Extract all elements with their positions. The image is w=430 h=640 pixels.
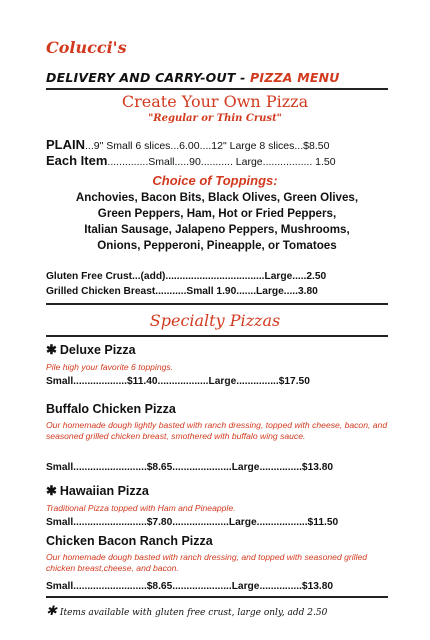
gluten-free-star-icon: ✱	[46, 604, 57, 619]
gluten-free-row: Gluten Free Crust...(add)...................................Large.....2.50	[46, 271, 327, 282]
toppings-line: Onions, Pepperoni, Pineapple, or Tomatoes	[97, 239, 337, 252]
header-right: PIZZA MENU	[250, 70, 340, 85]
specialty-title: Specialty Pizzas	[149, 311, 281, 330]
pizza-name-chicken-bacon-ranch: Chicken Bacon Ranch Pizza	[46, 534, 213, 548]
each-item-row	[46, 152, 388, 170]
footnote: ✱ Items available with gluten free crust, large only, add 2.50	[46, 604, 328, 619]
pizza-price-chicken-bacon-ranch: Small..........................$8.65.....................Large...............$13.80	[46, 581, 334, 592]
create-subtitle: "Regular or Thin Crust"	[148, 113, 282, 124]
toppings-line: Italian Sausage, Jalapeno Peppers, Mushrooms,	[84, 223, 350, 236]
header-left: DELIVERY AND CARRY-OUT	[46, 70, 236, 85]
pizza-desc-deluxe: Pile high your favorite 6 toppings.	[46, 362, 174, 372]
menu-card	[30, 28, 400, 624]
toppings-title: Choice of Toppings:	[152, 173, 278, 188]
footer-rule	[46, 596, 388, 598]
pizza-name-deluxe: ✱ Deluxe Pizza	[46, 342, 136, 357]
create-title: Create Your Own Pizza	[121, 92, 309, 111]
plain-text: ...9" Small 6 slices...6.00....12" Large 8 slices...$8.50	[85, 140, 330, 152]
specialty-rule	[46, 335, 388, 337]
toppings-list	[46, 190, 388, 254]
pizza-desc-chicken-bacon-ranch: Our homemade dough basted with ranch dressing, and topped with seasoned grilled chicken breast,cheese, and bacon.	[46, 552, 368, 573]
grilled-chicken-row: Grilled Chicken Breast...........Small 1.90.......Large.....3.80	[46, 286, 318, 297]
gluten-free-star-icon: ✱	[46, 342, 57, 357]
pizza-name-buffalo-chicken: Buffalo Chicken Pizza	[46, 402, 176, 416]
header-rule	[46, 88, 388, 90]
menu-header	[46, 70, 388, 85]
gluten-free-star-icon: ✱	[46, 483, 57, 498]
pizza-price-buffalo-chicken: Small..........................$8.65.....................Large...............$13.80	[46, 462, 334, 473]
pizza-desc-hawaiian: Traditional Pizza topped with Ham and Pineapple.	[46, 503, 236, 513]
brand-name: Colucci's	[46, 38, 127, 57]
each-item-label: Each Item	[46, 153, 108, 168]
pizza-price-deluxe: Small...................$11.40..................Large...............$17.50	[46, 376, 310, 387]
pizza-price-hawaiian: Small..........................$7.80....................Large..................$11.50	[46, 517, 339, 528]
plain-label: PLAIN	[46, 137, 85, 152]
each-item-text: ..............Small.....90........... Large................. 1.50	[107, 156, 336, 168]
toppings-line: Green Peppers, Ham, Hot or Fried Peppers,	[97, 207, 337, 220]
pizza-desc-buffalo-chicken: Our homemade dough lightly basted with ranch dressing, topped with cheese, bacon, and seasoned grilled chicken breast, smothered with buffalo wing sauce.	[46, 420, 388, 441]
toppings-line: Anchovies, Bacon Bits, Black Olives, Green Olives,	[75, 191, 359, 204]
section-rule	[46, 303, 388, 305]
header-dash: -	[235, 70, 251, 85]
pizza-name-hawaiian: ✱ Hawaiian Pizza	[46, 483, 149, 498]
